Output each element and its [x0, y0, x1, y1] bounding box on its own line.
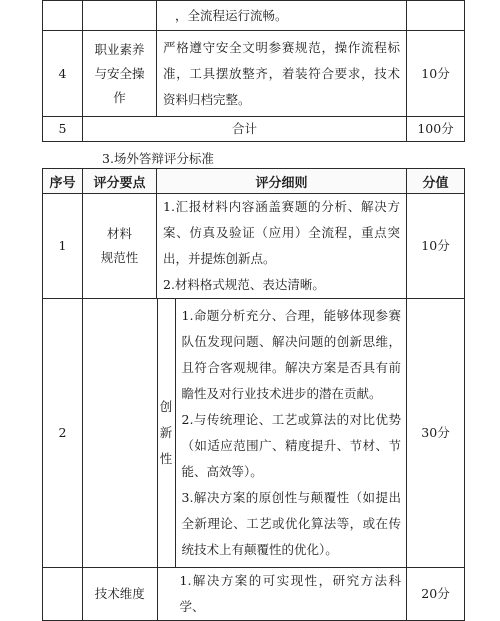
detail-item: 1.汇报材料内容涵盖赛题的分析、解决方案、仿真及验证（应用）全流程，重点突出，并提炼创新点。	[163, 199, 400, 266]
row-number: 2	[43, 299, 83, 568]
table-cell	[83, 1, 157, 31]
row-number: 4	[43, 31, 83, 117]
detail-cell	[157, 194, 407, 299]
table-header-row	[43, 169, 465, 194]
row-number: 1	[43, 194, 83, 299]
header-score: 分值	[407, 169, 465, 194]
score-point-line: 职业素养	[94, 41, 145, 57]
detail-item: 2.材料格式规范、表达清晰。	[163, 277, 325, 292]
table-cell	[83, 299, 157, 567]
score-point: 技术维度	[94, 586, 145, 601]
score-point	[83, 194, 157, 299]
header-detail: 评分细则	[157, 169, 407, 194]
table-cell	[43, 1, 83, 31]
table-row	[43, 117, 465, 142]
table-row	[43, 1, 465, 31]
detail-cell: 严格遵守安全文明参赛规范，操作流程标准，工具摆放整齐，着装符合要求，技术资料归档完整。	[157, 31, 407, 117]
table-cell	[407, 1, 465, 31]
sub-label-char: 性	[159, 451, 173, 466]
score-point-line: 作	[113, 89, 126, 105]
sub-label-char: 创	[159, 399, 173, 414]
score-value: 30分	[407, 299, 465, 568]
total-label: 合计	[83, 117, 407, 142]
detail-cell	[175, 299, 407, 567]
detail-item: 1.命题分析充分、合理，能够体现参赛队伍发现问题、解决问题的创新思维，且符合客观规律。解决方案是否具有前瞻性及对行业技术进步的潜在贡献。	[181, 308, 401, 401]
table-row	[43, 194, 465, 299]
sub-label-char: 新	[159, 425, 173, 440]
detail-group	[83, 299, 407, 568]
score-table-onsite	[42, 0, 465, 142]
detail-cell: 1.解决方案的可实现性，研究方法科学、	[157, 568, 407, 620]
nested-table	[83, 568, 407, 620]
header-point: 评分要点	[83, 169, 157, 194]
score-value: 20分	[407, 568, 465, 621]
score-point-line: 材料	[106, 226, 132, 241]
detail-item: 3.解决方案的原创性与颠覆性（如提出全新理论、工艺或优化算法等，或在传统技术上有颠覆性的优化）。	[181, 490, 401, 557]
score-point-line: 与安全操	[94, 65, 145, 81]
detail-cell: ，全流程运行流畅。	[157, 1, 407, 31]
table-row	[43, 568, 465, 621]
sub-label-cell	[157, 299, 175, 567]
score-point-line: 规范性	[100, 250, 139, 265]
detail-group	[83, 568, 407, 621]
score-value: 10分	[407, 31, 465, 117]
nested-table	[83, 299, 407, 567]
score-point	[83, 31, 157, 117]
sub-label	[158, 394, 174, 472]
score-value: 100分	[407, 117, 465, 142]
section-title: 3.场外答辩评分标准	[102, 151, 214, 166]
table-row	[43, 299, 465, 568]
detail-item: 2.与传统理论、工艺或算法的对比优势（如适应范围广、精度提升、节材、节能、高效等）。	[181, 412, 401, 479]
score-table-defense	[42, 168, 465, 621]
score-value: 10分	[407, 194, 465, 299]
header-num: 序号	[43, 169, 83, 194]
row-number: 5	[43, 117, 83, 142]
table-cell	[43, 568, 83, 621]
table-row	[43, 31, 465, 117]
